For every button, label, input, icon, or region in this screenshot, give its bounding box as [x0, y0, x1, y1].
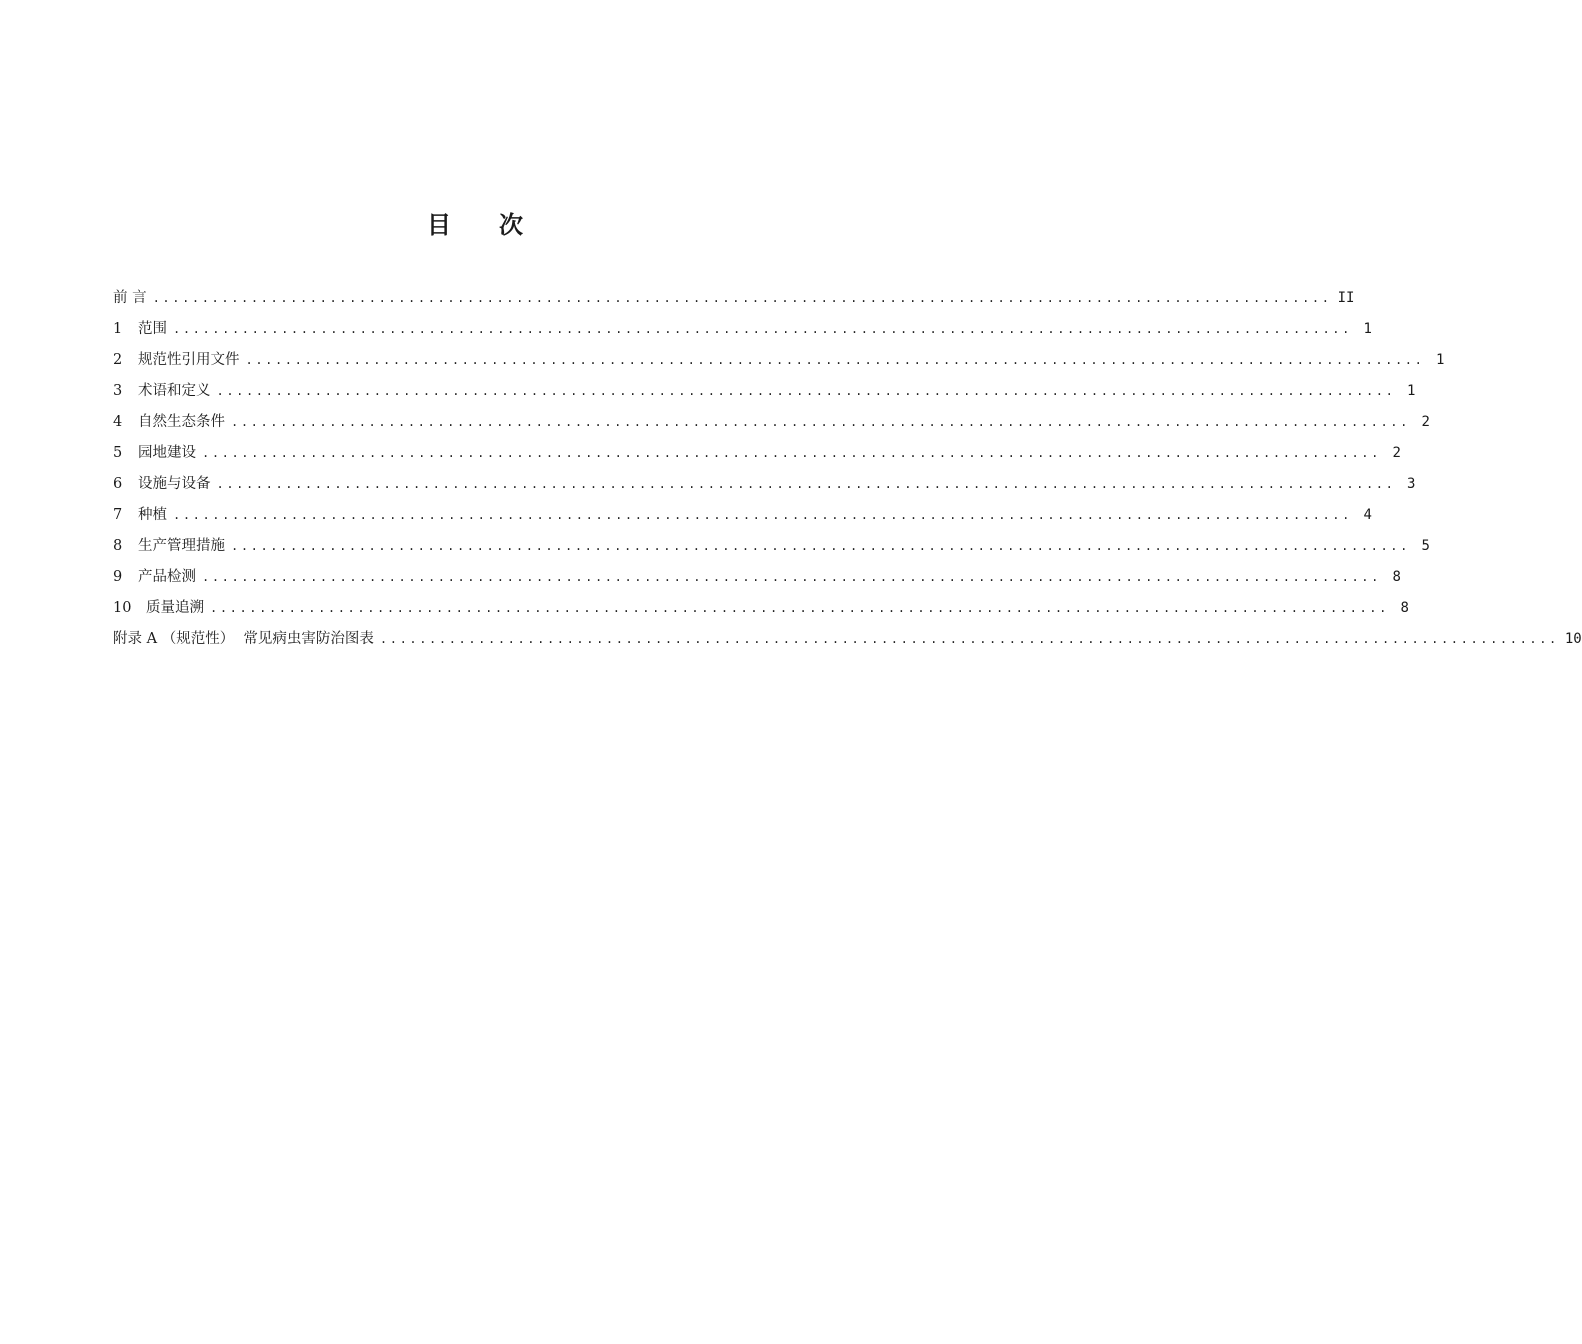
toc-leader-dots: ........................................................................................................................: [231, 415, 1410, 429]
toc-entry-1[interactable]: [113, 318, 1372, 349]
toc-entry-label: 规范性引用文件: [138, 352, 240, 368]
toc-leader-dots: ........................................................................................................................: [379, 632, 1559, 646]
toc-entry-preface[interactable]: [113, 287, 1355, 318]
toc-entry-number: 7: [113, 507, 123, 523]
toc-entry-number: 5: [113, 445, 123, 461]
toc-entry-7[interactable]: [113, 504, 1372, 535]
toc-entry-label: 附录 A （规范性） 常见病虫害防治图表: [113, 631, 374, 647]
toc-entry-number: 2: [113, 352, 123, 368]
toc-page-number: 1: [1436, 352, 1445, 368]
toc-page-number: 5: [1421, 538, 1430, 554]
toc-leader-dots: ........................................................................................................................: [216, 477, 1396, 491]
toc-entry-number: 6: [113, 476, 123, 492]
toc-entry-10[interactable]: [113, 597, 1409, 628]
toc-entry-number: 10: [113, 600, 132, 616]
toc-leader-dots: ........................................................................................................................: [202, 446, 1381, 460]
toc-entry-number: 9: [113, 569, 123, 585]
toc-entry-label: 园地建设: [138, 445, 196, 461]
toc-leader-dots: ........................................................................................................................: [245, 353, 1425, 367]
toc-page-number: II: [1337, 290, 1355, 306]
toc-entry-number: 3: [113, 383, 123, 399]
toc-entry-label: 术语和定义: [138, 383, 211, 399]
toc-entry-9[interactable]: [113, 566, 1401, 597]
toc-leader-dots: ........................................................................................................................: [173, 508, 1352, 522]
toc-entry-label: 种植: [138, 507, 167, 523]
toc-entry-label: 设施与设备: [138, 476, 211, 492]
page-title: [0, 205, 950, 240]
toc-entry-5[interactable]: [113, 442, 1401, 473]
toc-leader-dots: ........................................................................................................................: [173, 322, 1352, 336]
toc-leader-dots: ........................................................................................................................: [210, 601, 1389, 615]
toc-entry-number: 8: [113, 538, 123, 554]
toc-entry-number: 4: [113, 414, 123, 430]
table-of-contents: [113, 287, 1582, 659]
toc-entry-8[interactable]: [113, 535, 1430, 566]
toc-entry-appendix-a[interactable]: [113, 628, 1582, 659]
toc-page-number: 2: [1421, 414, 1430, 430]
toc-entry-2[interactable]: [113, 349, 1445, 380]
toc-page-number: 8: [1392, 569, 1401, 585]
toc-entry-label: 范围: [138, 321, 167, 337]
toc-entry-6[interactable]: [113, 473, 1416, 504]
toc-entry-number: 1: [113, 321, 123, 337]
toc-page-number: 10: [1564, 631, 1582, 647]
toc-leader-dots: ........................................................................................................................: [231, 539, 1410, 553]
toc-entry-label: 产品检测: [138, 569, 196, 585]
title-char-1: 目: [427, 211, 451, 239]
toc-entry-label: 质量追溯: [146, 600, 204, 616]
toc-page-number: 4: [1363, 507, 1372, 523]
toc-entry-3[interactable]: [113, 380, 1416, 411]
toc-leader-dots: ........................................................................................................................: [202, 570, 1381, 584]
toc-entry-label: 生产管理措施: [138, 538, 225, 554]
toc-page-number: 2: [1392, 445, 1401, 461]
toc-page-number: 1: [1407, 383, 1416, 399]
title-char-2: 次: [499, 211, 523, 239]
toc-leader-dots: ........................................................................................................................: [152, 291, 1332, 305]
toc-entry-label: 自然生态条件: [138, 414, 225, 430]
toc-leader-dots: ........................................................................................................................: [216, 384, 1396, 398]
toc-page-number: 1: [1363, 321, 1372, 337]
toc-page-number: 3: [1407, 476, 1416, 492]
toc-entry-4[interactable]: [113, 411, 1430, 442]
toc-entry-label: 前 言: [113, 290, 147, 306]
toc-page-number: 8: [1400, 600, 1409, 616]
